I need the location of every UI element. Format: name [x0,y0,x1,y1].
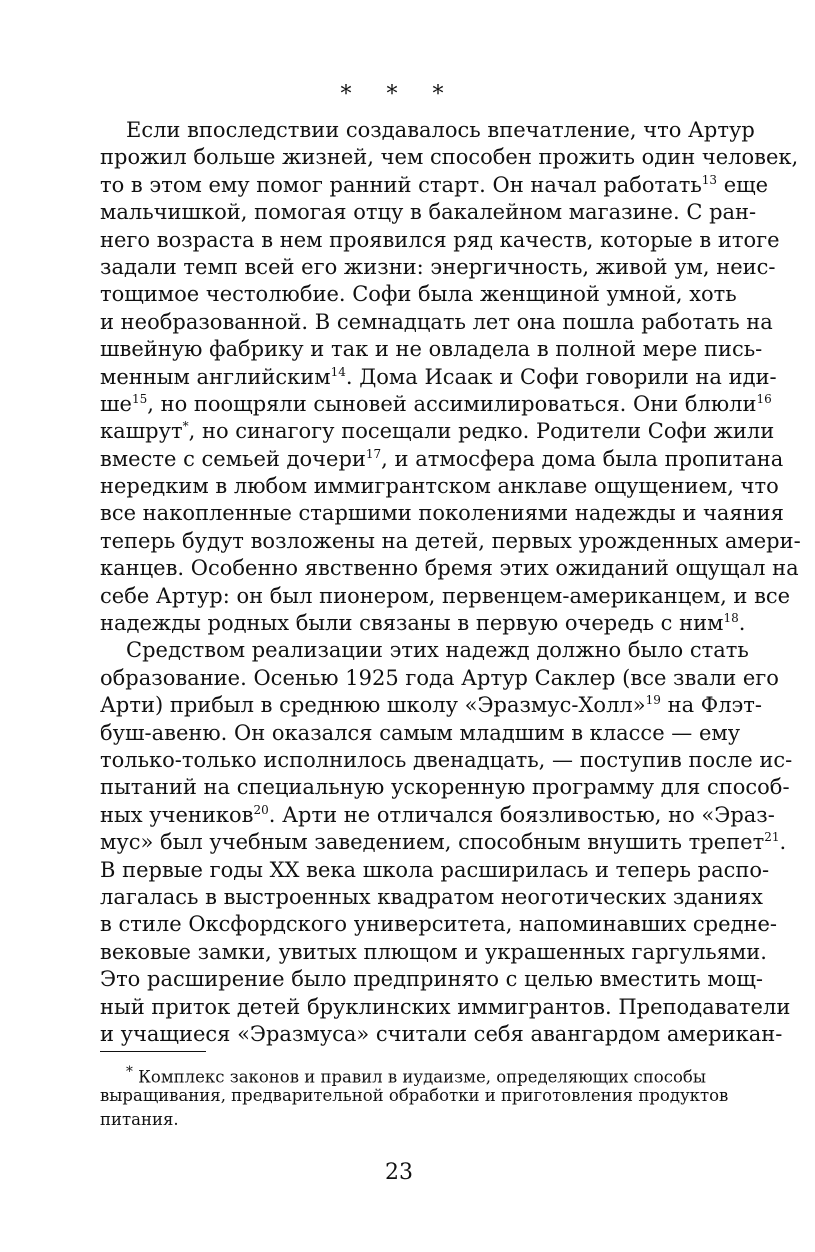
footnote-ref: 18 [723,611,739,626]
text-line [100,528,801,555]
text-line [100,391,772,418]
text-line [100,829,787,856]
text-line [100,117,755,144]
line-text: вместе с семьей дочери [100,446,366,471]
line-text: тощимое честолюбие. Софи была женщиной умной, хоть [100,282,737,307]
line-text: ных учеников [100,802,254,827]
text-line [100,966,764,993]
text-line [100,802,775,829]
text-line [100,610,746,637]
line-text: прожил больше жизней, чем способен прожить один человек, [100,145,799,170]
line-text: Арти) прибыл в среднюю школу «Эразмус-Холл» [100,693,646,718]
line-text: и учащиеся «Эразмуса» считали себя авангардом американ- [100,1021,783,1046]
footnote-ref: 19 [645,693,661,708]
section-separator: * * * [340,82,458,107]
book-page [100,0,801,1252]
line-text: Это расширение было предпринято с целью вместить мощ- [100,967,764,992]
line-text: мус» был учебным заведением, способным внушить трепет [100,830,765,855]
text-line [100,555,799,582]
line-text-continued: . [738,611,746,636]
line-text: швейную фабрику и так и не овладела в полной мере пись- [100,337,763,362]
line-text-continued: , но синагогу посещали редко. Родители Софи жили [188,419,775,444]
line-text-continued: . Дома Исаак и Софи говорили на иди- [345,364,777,389]
line-text-continued: , и атмосфера дома была пропитана [381,446,784,471]
footnote-text: питания. [100,1110,179,1129]
text-line [100,336,763,363]
line-text: образование. Осенью 1925 года Артур Саклер (все звали его [100,665,779,690]
line-text-continued: . Арти не отличался боязливостью, но «Эраз- [268,802,775,827]
text-line [100,364,777,391]
body-text [100,117,801,1048]
line-text: теперь будут возложены на детей, первых урожденных амери- [100,528,801,553]
line-text: менным английским [100,364,331,389]
footnote-line [100,1108,698,1132]
footnote-marker: * [126,1064,133,1080]
text-line [100,227,780,254]
footnote-line [100,1060,706,1087]
line-text: Если впоследствии создавалось впечатление, что Артур [126,118,755,142]
line-text: задали темп всей его жизни: энергичность, живой ум, неис- [100,254,776,279]
line-text: надежды родных были связаны в первую очередь с ним [100,611,724,636]
line-text-continued: . [779,830,787,855]
footnote-divider [100,1051,206,1052]
text-line [100,884,763,911]
text-line [100,1021,783,1048]
line-text: ный приток детей бруклинских иммигрантов. Преподаватели [100,994,791,1019]
footnote-text: выращивания, предварительной обработки и приготовления продуктов [100,1086,729,1105]
text-line [100,665,779,692]
line-text-continued: еще [717,172,769,197]
text-line [100,254,776,281]
footnote-text: Комплекс законов и правил в иудаизме, определяющих способы [132,1067,706,1087]
line-text: все накопленные старшими поколениями надежды и чаяния [100,501,784,526]
line-text-continued: , но поощряли сыновей ассимилироваться. Они блюли [147,391,757,416]
text-line [100,939,767,966]
footnote-ref: 14 [330,364,346,379]
text-line [100,144,799,171]
text-line [100,720,741,747]
line-text: себе Артур: он был пионером, первенцем-американцем, и все [100,583,791,608]
text-line [100,692,763,719]
line-text: нередким в любом иммигрантском анклаве ощущением, что [100,474,779,499]
line-text: только-только исполнилось двенадцать, — поступив после ис- [100,747,793,772]
text-line [100,857,770,884]
line-text-continued: на Флэт- [660,693,763,718]
line-text: В первые годы XX века школа расширилась и теперь распо- [100,857,770,882]
footnote-ref: * [182,419,189,434]
line-text: и необразованной. В семнадцать лет она пошла работать на [100,309,773,334]
line-text: вековые замки, увитых плющом и украшенных гаргульями. [100,939,767,964]
footnote-line [100,1084,729,1108]
line-text: в стиле Оксфордского университета, напоминавших средне- [100,912,778,937]
text-line [100,747,793,774]
footnote-ref: 17 [365,446,382,461]
text-line [100,172,769,199]
footnote [100,1060,729,1132]
footnote-ref: 20 [253,802,269,817]
footnote-ref: 21 [764,830,780,845]
text-line [100,473,779,500]
text-line [100,583,791,610]
footnote-ref: 15 [131,391,148,406]
page-number: 23 [385,1160,413,1185]
text-line [100,774,790,801]
text-line [100,281,737,308]
text-line [100,911,778,938]
line-text: пытаний на специальную ускоренную программу для способ- [100,775,790,800]
text-line [100,418,775,445]
footnote-ref: 16 [756,391,772,406]
text-line [100,199,757,226]
line-text: лагалась в выстроенных квадратом неоготических зданиях [100,884,763,909]
line-text: кашрут [100,419,183,444]
text-line [100,994,791,1021]
text-line [100,500,784,527]
footnote-ref: 13 [701,172,718,187]
text-line [100,309,773,336]
line-text: то в этом ему помог ранний старт. Он начал работать [100,172,702,197]
line-text: мальчишкой, помогая отцу в бакалейном магазине. С ран- [100,200,757,225]
line-text: ше [100,391,132,416]
line-text: Средством реализации этих надежд должно было стать [126,638,749,663]
text-line [100,637,749,664]
line-text: канцев. Особенно явственно бремя этих ожиданий ощущал на [100,556,799,581]
line-text: него возраста в нем проявился ряд качеств, которые в итоге [100,227,780,252]
line-text: буш-авеню. Он оказался самым младшим в классе — ему [100,720,741,745]
text-line [100,446,784,473]
